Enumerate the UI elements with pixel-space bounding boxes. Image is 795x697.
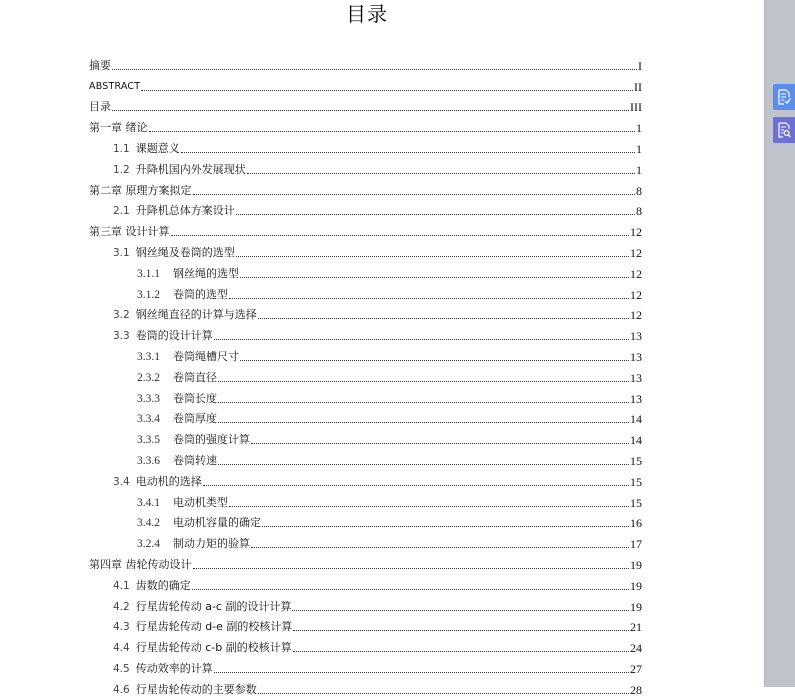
- toc-entry-number: 1.2: [113, 163, 130, 176]
- toc-entry-page: 28: [630, 682, 642, 697]
- toc-entry-page: 15: [630, 495, 642, 510]
- toc-entry-page: 19: [630, 578, 642, 593]
- toc-entry-label: 升降机总体方案设计: [135, 204, 235, 218]
- toc-entry[interactable]: [89, 114, 642, 135]
- toc-entry[interactable]: [89, 302, 642, 323]
- toc-entry-page: 14: [630, 433, 642, 448]
- document-check-button[interactable]: [773, 84, 795, 110]
- toc-entry-label: 行星齿轮传动的主要参数: [135, 682, 257, 696]
- dot-leader: [258, 692, 629, 694]
- dot-leader: [262, 525, 629, 527]
- toc-entry-page: 15: [630, 453, 642, 468]
- dot-leader: [218, 380, 629, 382]
- toc-entry-label: 行星齿轮传动 a-c 副的设计计算: [135, 599, 292, 613]
- dot-leader: [240, 359, 629, 361]
- dot-leader: [240, 276, 629, 278]
- toc-entry-page: 13: [630, 349, 642, 364]
- toc-entry[interactable]: [89, 426, 642, 447]
- toc-entry-number: 3.4.2: [137, 517, 160, 530]
- toc-entry[interactable]: [89, 614, 642, 635]
- toc-entry-label: 制动力矩的验算: [173, 537, 250, 551]
- dot-leader: [218, 401, 629, 403]
- toc-entry-page: 12: [630, 225, 642, 240]
- dot-leader: [112, 68, 637, 70]
- dot-leader: [112, 109, 629, 111]
- toc-entry-page: 14: [630, 412, 642, 427]
- dot-leader: [193, 567, 630, 569]
- document-search-button[interactable]: [773, 117, 795, 143]
- toc-entry-number: 3.3.3: [137, 392, 160, 405]
- toc-entry-number: 3.3.1: [137, 350, 160, 363]
- toc-entry[interactable]: [89, 447, 642, 468]
- toc-entry-page: 1: [636, 141, 642, 156]
- toc-entry[interactable]: [89, 385, 642, 406]
- toc-entry-label: 第二章 原理方案拟定: [89, 183, 192, 197]
- document-check-icon: [777, 89, 791, 105]
- toc-entry[interactable]: [89, 634, 642, 655]
- toc-entry-label: 电动机类型: [173, 495, 228, 509]
- toc-entry-label: 卷筒的选型: [173, 287, 228, 301]
- dot-leader: [293, 650, 629, 652]
- toc-entry-number: 3.4: [113, 475, 130, 488]
- dot-leader: [236, 213, 635, 215]
- toc-entry[interactable]: [89, 239, 642, 260]
- page-title: 目录: [346, 2, 388, 26]
- toc-entry-number: 2.3.2: [137, 371, 160, 384]
- toc-entry-page: 13: [630, 370, 642, 385]
- toc-entry-number: 3.3.5: [137, 434, 160, 447]
- toc-entry[interactable]: [89, 406, 642, 427]
- toc-entry-number: 3.4.1: [137, 496, 160, 509]
- toc-entry[interactable]: [89, 468, 642, 489]
- toc-entry-page: 17: [630, 537, 642, 552]
- toc-entry-label: 行星齿轮传动 c-b 副的校核计算: [135, 641, 292, 655]
- dot-leader: [292, 609, 629, 611]
- toc-entry-number: 1.1: [113, 142, 130, 155]
- toc-entry[interactable]: [89, 364, 642, 385]
- dot-leader: [229, 505, 629, 507]
- toc-entry-number: 3.1.2: [137, 288, 160, 301]
- toc-entry[interactable]: [89, 572, 642, 593]
- toc-entry[interactable]: [89, 593, 642, 614]
- toc-entry-label: 卷筒的设计计算: [135, 329, 213, 343]
- toc-entry-number: 3.1.1: [137, 267, 160, 280]
- dot-leader: [229, 297, 629, 299]
- dot-leader: [251, 442, 629, 444]
- dot-leader: [181, 151, 635, 153]
- toc-entry-label: ABSTRACT: [89, 80, 141, 92]
- toc-entry-page: 27: [630, 661, 642, 676]
- toc-entry-page: 24: [630, 641, 642, 656]
- toc-entry-number: 4.5: [113, 662, 130, 675]
- dot-leader: [218, 421, 629, 423]
- toc-entry[interactable]: [89, 73, 642, 94]
- dot-leader: [251, 546, 629, 548]
- toc-entry-page: III: [630, 100, 642, 115]
- toc-entry-label: 目录: [89, 100, 111, 114]
- dot-leader: [258, 317, 629, 319]
- toc-entry-label: 卷筒厚度: [173, 412, 217, 426]
- toc-entry-page: 21: [630, 620, 642, 635]
- dot-leader: [192, 588, 629, 590]
- toc-entry-page: 12: [630, 245, 642, 260]
- toc-entry-page: 12: [630, 287, 642, 302]
- toc-entry-label: 电动机的选择: [135, 474, 202, 488]
- toc-entry-number: 4.3: [113, 621, 130, 634]
- dot-leader: [171, 234, 630, 236]
- toc-entry[interactable]: [89, 530, 642, 551]
- toc-entry[interactable]: [89, 676, 642, 697]
- toc-entry[interactable]: [89, 489, 642, 510]
- toc-entry-label: 卷筒转速: [173, 453, 217, 467]
- toc-entry[interactable]: [89, 510, 642, 531]
- dot-leader: [214, 338, 629, 340]
- toc-entry-page: I: [638, 58, 642, 73]
- dot-leader: [218, 463, 629, 465]
- toc-entry-label: 传动效率的计算: [135, 661, 213, 675]
- toc-entry-number: 4.4: [113, 642, 130, 655]
- toc-entry-number: 3.2: [113, 309, 130, 322]
- toc-entry-number: 2.1: [113, 205, 130, 218]
- dot-leader: [149, 130, 636, 132]
- toc-entry-label: 齿数的确定: [135, 578, 191, 592]
- toc-entry-page: 13: [630, 391, 642, 406]
- toc-entry[interactable]: [89, 52, 642, 73]
- toc-entry-label: 卷筒绳槽尺寸: [173, 349, 239, 363]
- toc-entry[interactable]: [89, 135, 642, 156]
- toc-entry-label: 钢丝绳及卷筒的选型: [135, 245, 235, 259]
- toc-entry-page: 19: [630, 557, 642, 572]
- toc-entry-number: 3.2.4: [137, 538, 160, 551]
- toc-entry-page: 16: [630, 516, 642, 531]
- toc-entry-label: 钢丝绳直径的计算与选择: [135, 308, 257, 322]
- dot-leader: [141, 89, 633, 91]
- toc-entry-label: 行星齿轮传动 d-e 副的校核计算: [135, 620, 293, 634]
- toc-entry-page: 12: [630, 266, 642, 281]
- toc-entry[interactable]: [89, 198, 642, 219]
- table-of-contents: [89, 52, 642, 697]
- toc-entry-label: 升降机国内外发展现状: [135, 162, 246, 176]
- toc-entry-number: 3.1: [113, 246, 130, 259]
- toc-entry[interactable]: [89, 343, 642, 364]
- dot-leader: [193, 193, 636, 195]
- toc-entry-number: 4.6: [113, 683, 130, 696]
- toc-entry-label: 卷筒的强度计算: [173, 433, 250, 447]
- toc-entry-label: 第四章 齿轮传动设计: [89, 557, 192, 571]
- toc-entry-number: 3.3.4: [137, 413, 160, 426]
- toc-entry-number: 3.3.6: [137, 454, 160, 467]
- right-sidebar: [764, 0, 795, 687]
- toc-entry-page: 13: [630, 329, 642, 344]
- toc-entry[interactable]: [89, 551, 642, 572]
- toc-entry-label: 摘要: [89, 58, 111, 72]
- toc-entry[interactable]: [89, 156, 642, 177]
- toc-entry-page: 1: [636, 162, 642, 177]
- toc-entry-page: 1: [636, 121, 642, 136]
- toc-entry-label: 卷筒直径: [173, 370, 217, 384]
- toc-entry-number: 4.1: [113, 579, 130, 592]
- toc-entry-page: 8: [636, 183, 642, 198]
- toc-entry[interactable]: [89, 218, 642, 239]
- toc-entry[interactable]: [89, 322, 642, 343]
- toc-entry-label: 课题意义: [135, 141, 180, 155]
- toc-entry-number: 4.2: [113, 600, 130, 613]
- dot-leader: [293, 629, 629, 631]
- toc-entry-page: 12: [630, 308, 642, 323]
- toc-entry-label: 第三章 设计计算: [89, 225, 170, 239]
- toc-entry-label: 钢丝绳的选型: [173, 266, 239, 280]
- toc-entry[interactable]: [89, 281, 642, 302]
- dot-leader: [247, 172, 635, 174]
- toc-entry-label: 电动机容量的确定: [173, 516, 261, 530]
- toc-entry-page: 15: [630, 474, 642, 489]
- toc-entry[interactable]: [89, 655, 642, 676]
- toc-entry[interactable]: [89, 94, 642, 115]
- dot-leader: [236, 255, 629, 257]
- toc-entry[interactable]: [89, 260, 642, 281]
- toc-entry-page: 19: [630, 599, 642, 614]
- toc-entry-page: II: [634, 79, 642, 94]
- toc-entry-number: 3.3: [113, 330, 130, 343]
- toc-entry-page: 8: [636, 204, 642, 219]
- dot-leader: [203, 484, 629, 486]
- toc-entry-label: 卷筒长度: [173, 391, 217, 405]
- toc-entry-label: 第一章 绪论: [89, 121, 148, 135]
- toc-entry[interactable]: [89, 177, 642, 198]
- dot-leader: [214, 671, 629, 673]
- document-search-icon: [777, 122, 791, 138]
